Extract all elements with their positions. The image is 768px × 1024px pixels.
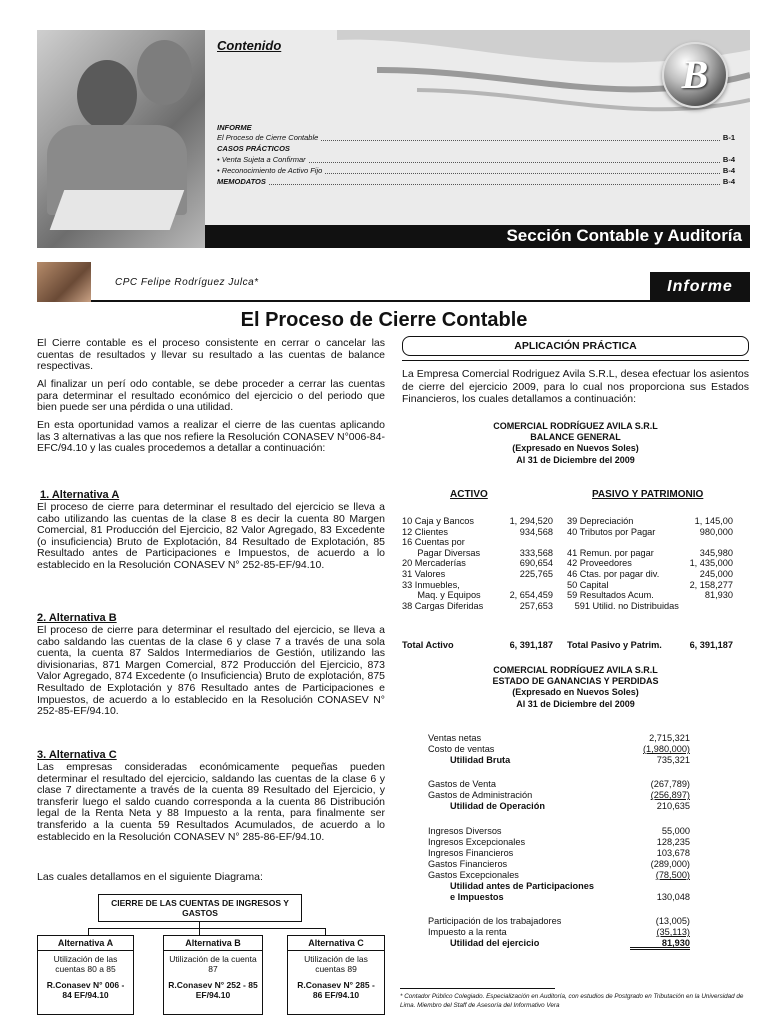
diagram-connector bbox=[88, 928, 89, 935]
income-row bbox=[428, 744, 690, 755]
pasivo-value: 81,930 bbox=[704, 590, 733, 601]
income-label: Impuesto a la renta bbox=[428, 927, 507, 938]
income-label: Gastos de Venta bbox=[428, 779, 496, 790]
diagram-connector bbox=[88, 928, 325, 929]
total-activo-label: Total Activo bbox=[402, 640, 454, 650]
income-value: (1,980,000) bbox=[643, 744, 690, 755]
activo-value bbox=[497, 537, 553, 548]
toc-row-memodatos[interactable]: MEMODATOS B-4 bbox=[217, 177, 735, 186]
income-value: (13,005) bbox=[655, 916, 690, 927]
income-row bbox=[428, 927, 690, 938]
income-row bbox=[428, 766, 690, 779]
income-value: (289,000) bbox=[650, 858, 690, 869]
income-row bbox=[428, 755, 690, 766]
balance-title-line: BALANCE GENERAL bbox=[530, 432, 621, 443]
income-value: 103,678 bbox=[656, 847, 690, 858]
pasivo-label: 42 Proveedores bbox=[567, 558, 632, 569]
income-row bbox=[428, 938, 690, 949]
activo-value bbox=[497, 580, 553, 591]
pasivo-label: 46 Ctas. por pagar div. bbox=[567, 568, 660, 579]
income-label: Utilidad del ejercicio bbox=[450, 938, 540, 949]
pasivo-value: 345,980 bbox=[699, 547, 733, 558]
pasivo-value bbox=[683, 601, 733, 612]
alt-c-desc: Utilización de las cuentas 89 bbox=[304, 954, 368, 974]
income-row bbox=[428, 859, 690, 870]
alt-b-box bbox=[163, 951, 263, 1015]
alt-c-box-title: Alternativa C bbox=[287, 935, 385, 951]
header-band bbox=[37, 30, 750, 248]
pasivo-value bbox=[683, 537, 733, 548]
pasivo-value: 245,000 bbox=[699, 568, 733, 579]
income-label: Utilidad de Operación bbox=[450, 801, 545, 812]
alt-a-text: El proceso de cierre para determinar el resultado del ejercicio se lleva a cabo utilizando las cuentas de la clase 8 es decir la cuenta 80 Margen Comercial, 81 Producción del Ejercicio, 82 Valor Agregado, 83 Excedente (o insuficiencia) Bruto de Explotación, 84 Resultado de Explotación, 85 Resultado antes de Participaciones e Impuestos, de acuerdo a lo establecido en la Resolución CONASEV N° 252-85-EF/94.10. bbox=[37, 501, 385, 571]
income-row bbox=[428, 779, 690, 790]
pasivo-heading: PASIVO Y PATRIMONIO bbox=[592, 489, 704, 500]
activo-value: 1, 294,520 bbox=[509, 516, 553, 526]
income-value: (78,500) bbox=[655, 869, 690, 880]
income-value bbox=[630, 903, 690, 916]
pasivo-label: 40 Tributos por Pagar bbox=[567, 526, 656, 537]
alt-a-heading: 1. Alternativa A bbox=[40, 489, 120, 501]
activo-label: 20 Mercaderías bbox=[402, 558, 466, 569]
pasivo-value: 2, 158,277 bbox=[689, 579, 733, 590]
pasivo-values bbox=[683, 516, 733, 611]
practica-divider bbox=[402, 360, 749, 361]
income-label: Participación de los trabajadores bbox=[428, 916, 562, 927]
diagram-connector bbox=[325, 928, 326, 935]
income-value: (267,789) bbox=[650, 779, 690, 790]
header-photo bbox=[37, 30, 205, 248]
balance-title-line: Al 31 de Diciembre del 2009 bbox=[516, 454, 635, 465]
income-label: Utilidad antes de Participaciones bbox=[450, 881, 594, 892]
income-value: 81,930 bbox=[630, 938, 690, 949]
income-label: Gastos Excepcionales bbox=[428, 869, 519, 880]
diagram-connector bbox=[199, 928, 200, 935]
income-row bbox=[428, 837, 690, 848]
activo-value: 225,765 bbox=[519, 568, 553, 579]
income-label: Gastos de Administración bbox=[428, 790, 533, 801]
toc-row-activo-fijo[interactable]: • Reconocimiento de Activo Fijo B-4 bbox=[217, 166, 735, 175]
alt-b-box-title: Alternativa B bbox=[163, 935, 263, 951]
income-label: Ventas netas bbox=[428, 733, 482, 743]
activo-value: 2, 654,459 bbox=[509, 590, 553, 601]
diagram-root-box: CIERRE DE LAS CUENTAS DE INGRESOS Y GASTOS bbox=[98, 894, 302, 922]
author-footnote: * Contador Público Colegiado. Especialización en Auditoría, con estudios de Postgrado en Tributación en la Universidad de Lima. Miembro del Staff de Asesoría del Informativo Vera bbox=[400, 993, 744, 1009]
practica-title-box: APLICACIÓN PRÁCTICA bbox=[402, 336, 749, 356]
alt-a-desc: Utilización de las cuentas 80 a 85 bbox=[53, 954, 118, 974]
section-title: Sección Contable y Auditoría bbox=[506, 226, 742, 245]
income-row bbox=[428, 892, 690, 903]
income-value: (35,113) bbox=[656, 927, 690, 938]
balance-title-line: (Expresado en Nuevos Soles) bbox=[512, 443, 639, 454]
activo-label: Maq. y Equipos bbox=[402, 590, 481, 601]
income-statement bbox=[428, 733, 690, 950]
activo-value: 934,568 bbox=[519, 526, 553, 537]
author-photo bbox=[37, 262, 91, 302]
author-divider bbox=[91, 300, 650, 302]
income-row bbox=[428, 881, 690, 892]
alt-c-heading: 3. Alternativa C bbox=[37, 749, 117, 761]
total-activo-value: 6, 391,187 bbox=[509, 640, 553, 650]
footnote-divider bbox=[400, 988, 555, 989]
alt-c-text: Las empresas consideradas económicamente pequeñas pueden determinar el resultado del ejercicio, saldando las cuentas de la clase 6 y clase 7 directamente a través de la cuenta 89 Resultado del Ejercicio, y transferir luego el saldo cuando corresponda a la cuenta 86 Distribución legal de la Renta Neta y 88 Impuesto a la renta, para finalmente ser transferido a la cuenta 59 Resultados Acumulados, de acuerdo a lo establecido en la Resolución CONASEV N° 285-86-EF/94.10. bbox=[37, 761, 385, 843]
activo-value: 257,653 bbox=[519, 600, 553, 611]
contents-title: Contenido bbox=[217, 38, 282, 53]
section-title-bar bbox=[205, 225, 750, 248]
income-label: Gastos Financieros bbox=[428, 858, 508, 869]
pasivo-label: 50 Capital bbox=[567, 579, 609, 590]
intro-paragraph-3: En esta oportunidad vamos a realizar el cierre de las cuentas aplicando las 3 alternativas a las que nos refiere la Resolución CONASEV N°006-84-EFC/94.10 y las cuales procedemos a detallar a continuación: bbox=[37, 419, 385, 455]
alt-b-desc: Utilización de la cuenta 87 bbox=[169, 954, 257, 974]
income-value: 735,321 bbox=[656, 755, 690, 766]
income-label: Ingresos Diversos bbox=[428, 825, 502, 836]
income-value: 128,235 bbox=[656, 836, 690, 847]
section-b-badge: B bbox=[662, 42, 728, 108]
income-value bbox=[630, 813, 690, 826]
income-row bbox=[428, 801, 690, 812]
toc-row-venta[interactable]: • Venta Sujeta a Confirmar B-4 bbox=[217, 155, 735, 164]
author-name: CPC Felipe Rodríguez Julca* bbox=[115, 277, 259, 288]
pasivo-value: 1, 435,000 bbox=[689, 558, 733, 569]
income-value: 130,048 bbox=[656, 892, 690, 903]
pasivo-list bbox=[567, 516, 697, 611]
alt-c-box bbox=[287, 951, 385, 1015]
pasivo-label: 39 Depreciación bbox=[567, 516, 634, 526]
pasivo-label: 41 Remun. por pagar bbox=[567, 547, 654, 558]
intro-paragraph-2: Al finalizar un perí odo contable, se debe proceder a cerrar las cuentas para determinar el resultado económico del ejercicio o del periodo que bien puede ser una pérdida o una utilidad. bbox=[37, 378, 385, 414]
toc-row-casos: CASOS PRÁCTICOS bbox=[217, 144, 290, 153]
activo-label: Pagar Diversas bbox=[402, 547, 481, 558]
income-label: Ingresos Excepcionales bbox=[428, 836, 526, 847]
activo-label: 16 Cuentas por bbox=[402, 537, 465, 548]
income-value: 210,635 bbox=[656, 801, 690, 812]
income-title-line: COMERCIAL RODRÍGUEZ AVILA S.R.L bbox=[493, 665, 658, 675]
diagram-lead: Las cuales detallamos en el siguiente Diagrama: bbox=[37, 871, 263, 883]
income-value bbox=[630, 881, 690, 892]
pasivo-value: 980,000 bbox=[699, 526, 733, 537]
income-row bbox=[428, 813, 690, 826]
informe-tag: Informe bbox=[650, 272, 750, 302]
activo-values bbox=[497, 516, 553, 611]
pasivo-label bbox=[567, 537, 697, 548]
alt-a-ref: R.Conasev N° 006 - 84 EF/94.10 bbox=[46, 980, 125, 1000]
pasivo-label: 591 Utilid. no Distribuidas bbox=[567, 600, 679, 611]
income-row bbox=[428, 733, 690, 744]
income-row bbox=[428, 903, 690, 916]
income-label: Ingresos Financieros bbox=[428, 847, 514, 858]
toc-row-informe: INFORME bbox=[217, 123, 252, 132]
pasivo-label: 59 Resultados Acum. bbox=[567, 590, 654, 601]
balance-title bbox=[402, 421, 749, 466]
activo-label: 33 Inmuebles, bbox=[402, 579, 460, 590]
income-title-line: (Expresado en Nuevos Soles) bbox=[512, 687, 639, 698]
alt-a-box bbox=[37, 951, 134, 1015]
activo-value: 333,568 bbox=[519, 547, 553, 558]
activo-label: 12 Clientes bbox=[402, 526, 448, 537]
toc-row-cierre-contable[interactable]: El Proceso de Cierre Contable B-1 bbox=[217, 133, 735, 142]
intro-paragraph-1: El Cierre contable es el proceso consistente en cerrar o cancelar las cuentas de resultados y llevar su resultado a las cuentas de balance respectivas. bbox=[37, 337, 385, 373]
income-title-line: Al 31 de Diciembre del 2009 bbox=[516, 698, 635, 709]
income-value: (256,897) bbox=[650, 790, 690, 801]
income-row bbox=[428, 870, 690, 881]
income-value: 2,715,321 bbox=[649, 733, 690, 743]
income-row bbox=[428, 826, 690, 837]
income-title bbox=[402, 665, 749, 710]
alt-b-text: El proceso de cierre para determinar el resultado del ejercicio, se lleva a cabo saldando las cuentas de la clase 6 y clase 7 a través de una sola cuenta, la cuenta 87 Saldos Intermediarios de Gestión, utilizando las divisionarias, 871 Margen Comercial, 872 Producción del Ejercicio, 873 Valor Agregado, 874 Excedente (o Insuficiencia) Bruto de explotación, 875 Resultado de Explotación y 876 Resultado antes de Participaciones e Impuestos, de acuerdo a lo establecido en la Resolución CONASEV N° 252-85-EF/94.10. bbox=[37, 624, 385, 718]
income-row bbox=[428, 790, 690, 801]
activo-label: 38 Cargas Diferidas bbox=[402, 600, 484, 611]
pasivo-value: 1, 145,00 bbox=[694, 516, 733, 526]
total-pasivo-label: Total Pasivo y Patrim. bbox=[567, 640, 662, 650]
balance-title-line: COMERCIAL RODRÍGUEZ AVILA S.R.L bbox=[493, 421, 658, 431]
income-value: 55,000 bbox=[661, 825, 690, 836]
activo-label: 31 Valores bbox=[402, 568, 446, 579]
activo-label: 10 Caja y Bancos bbox=[402, 516, 475, 526]
activo-value: 690,654 bbox=[519, 558, 553, 569]
income-value bbox=[630, 766, 690, 779]
income-title-line: ESTADO DE GANANCIAS Y PERDIDAS bbox=[492, 676, 659, 687]
article-title: El Proceso de Cierre Contable bbox=[240, 309, 528, 331]
income-label: Costo de ventas bbox=[428, 744, 495, 755]
practica-intro: La Empresa Comercial Rodriguez Avila S.R.L, desea efectuar los asientos de cierre del ejercicio 2009, para lo cual nos proporciona sus Estados Financieros, los cuales detallamos a continuación: bbox=[402, 368, 749, 405]
alt-c-ref: R.Conasev N° 285 - 86 EF/94.10 bbox=[297, 980, 375, 1000]
alt-b-heading: 2. Alternativa B bbox=[37, 612, 117, 624]
income-row bbox=[428, 848, 690, 859]
income-row bbox=[428, 916, 690, 927]
alt-b-ref: R.Conasev N° 252 - 85 EF/94.10 bbox=[168, 980, 258, 1000]
alt-a-box-title: Alternativa A bbox=[37, 935, 134, 951]
income-label: Utilidad Bruta bbox=[450, 755, 511, 766]
activo-heading: ACTIVO bbox=[450, 489, 488, 500]
income-label: e Impuestos bbox=[450, 892, 504, 903]
total-pasivo-value: 6, 391,187 bbox=[689, 640, 733, 650]
